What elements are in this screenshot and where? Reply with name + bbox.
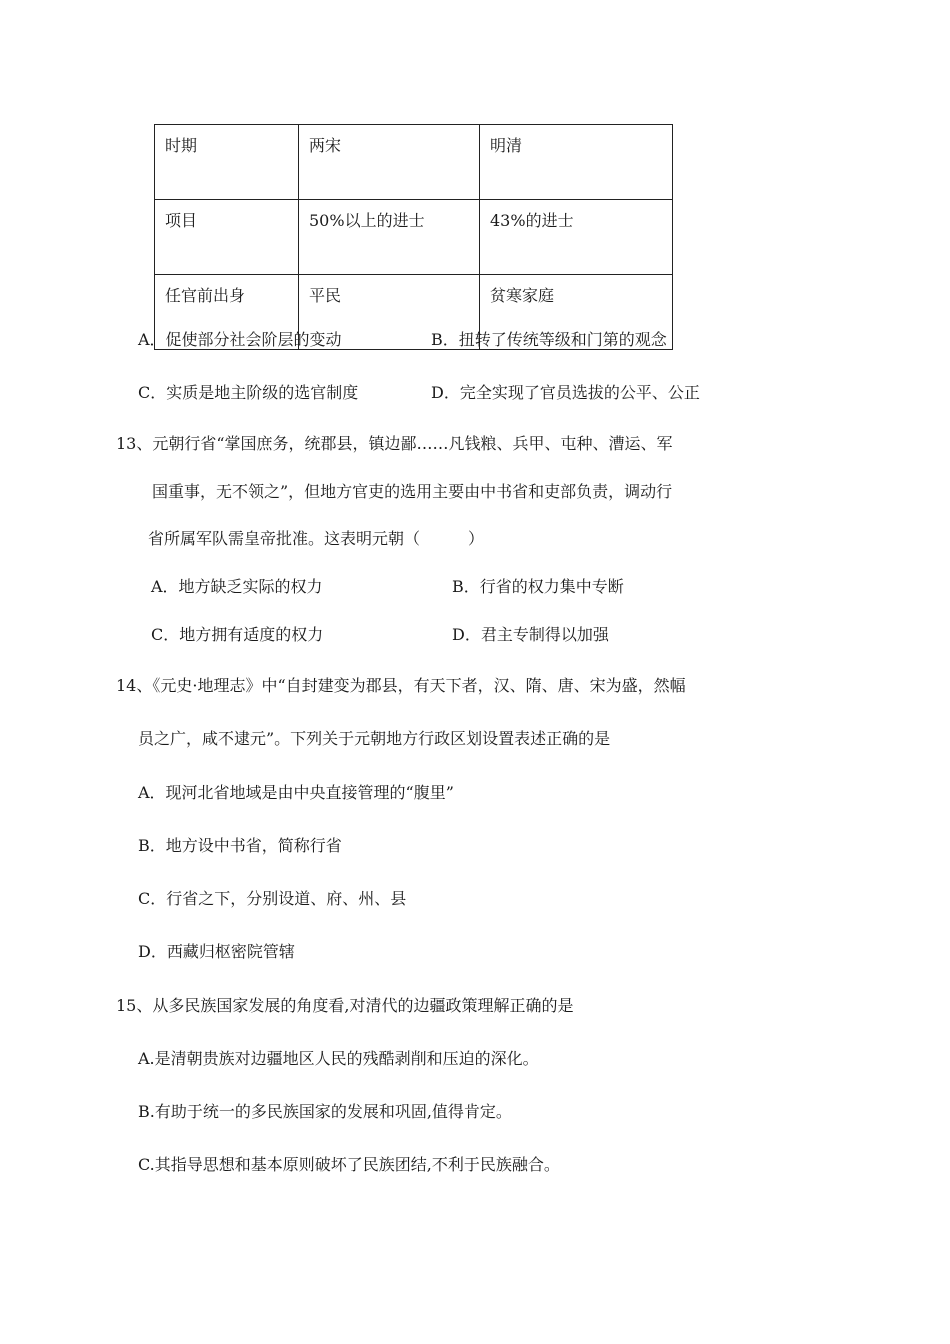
q12-option-b: B．扭转了传统等级和门第的观念 — [431, 330, 667, 349]
q14-option-a: A．现河北省地域是由中央直接管理的“腹里” — [138, 783, 454, 802]
q12-option-c: C．实质是地主阶级的选官制度 — [138, 383, 359, 402]
q12-option-d: D．完全实现了官员选拔的公平、公正 — [431, 383, 700, 402]
table-cell: 贫寒家庭 — [480, 275, 673, 350]
comparison-table — [154, 124, 673, 350]
q13-stem-line2: 国重事，无不领之”，但地方官吏的选用主要由中书省和吏部负责，调动行 — [152, 482, 673, 501]
q13-option-b: B．行省的权力集中专断 — [452, 577, 624, 596]
table-cell: 项目 — [155, 200, 299, 275]
table-cell: 明清 — [480, 125, 673, 200]
table-row — [155, 125, 673, 200]
table-cell: 时期 — [155, 125, 299, 200]
q14-option-b: B．地方设中书省，简称行省 — [138, 836, 342, 855]
q15-option-c: C.其指导思想和基本原则破坏了民族团结,不利于民族融合。 — [138, 1155, 560, 1174]
table-cell: 43%的进士 — [480, 200, 673, 275]
q13-stem-line3: 省所属军队需皇帝批准。这表明元朝（ ） — [148, 529, 485, 548]
table-cell: 任官前出身 — [155, 275, 299, 350]
table-cell: 平民 — [299, 275, 480, 350]
q13-stem-line1: 13、元朝行省“掌国庶务，统郡县，镇边鄙……凡钱粮、兵甲、屯种、漕运、军 — [116, 434, 673, 453]
q14-stem-line1: 14、《元史·地理志》中“自封建变为郡县，有天下者，汉、隋、唐、宋为盛，然幅 — [116, 676, 686, 695]
q13-option-d: D．君主专制得以加强 — [452, 625, 609, 644]
q13-option-c: C．地方拥有适度的权力 — [151, 625, 324, 644]
q13-option-a: A．地方缺乏实际的权力 — [151, 577, 323, 596]
q14-option-c: C．行省之下，分别设道、府、州、县 — [138, 889, 407, 908]
q15-stem: 15、从多民族国家发展的角度看,对清代的边疆政策理解正确的是 — [116, 996, 574, 1015]
table-cell: 两宋 — [299, 125, 480, 200]
table-row — [155, 200, 673, 275]
table-cell: 50%以上的进士 — [299, 200, 480, 275]
q14-stem-line2: 员之广，咸不逮元”。下列关于元朝地方行政区划设置表述正确的是 — [138, 729, 611, 748]
q15-option-b: B.有助于统一的多民族国家的发展和巩固,值得肯定。 — [138, 1102, 512, 1121]
q14-option-d: D．西藏归枢密院管辖 — [138, 942, 295, 961]
q15-option-a: A.是清朝贵族对边疆地区人民的残酷剥削和压迫的深化。 — [138, 1049, 539, 1068]
q12-option-a: A．促使部分社会阶层的变动 — [138, 330, 342, 349]
